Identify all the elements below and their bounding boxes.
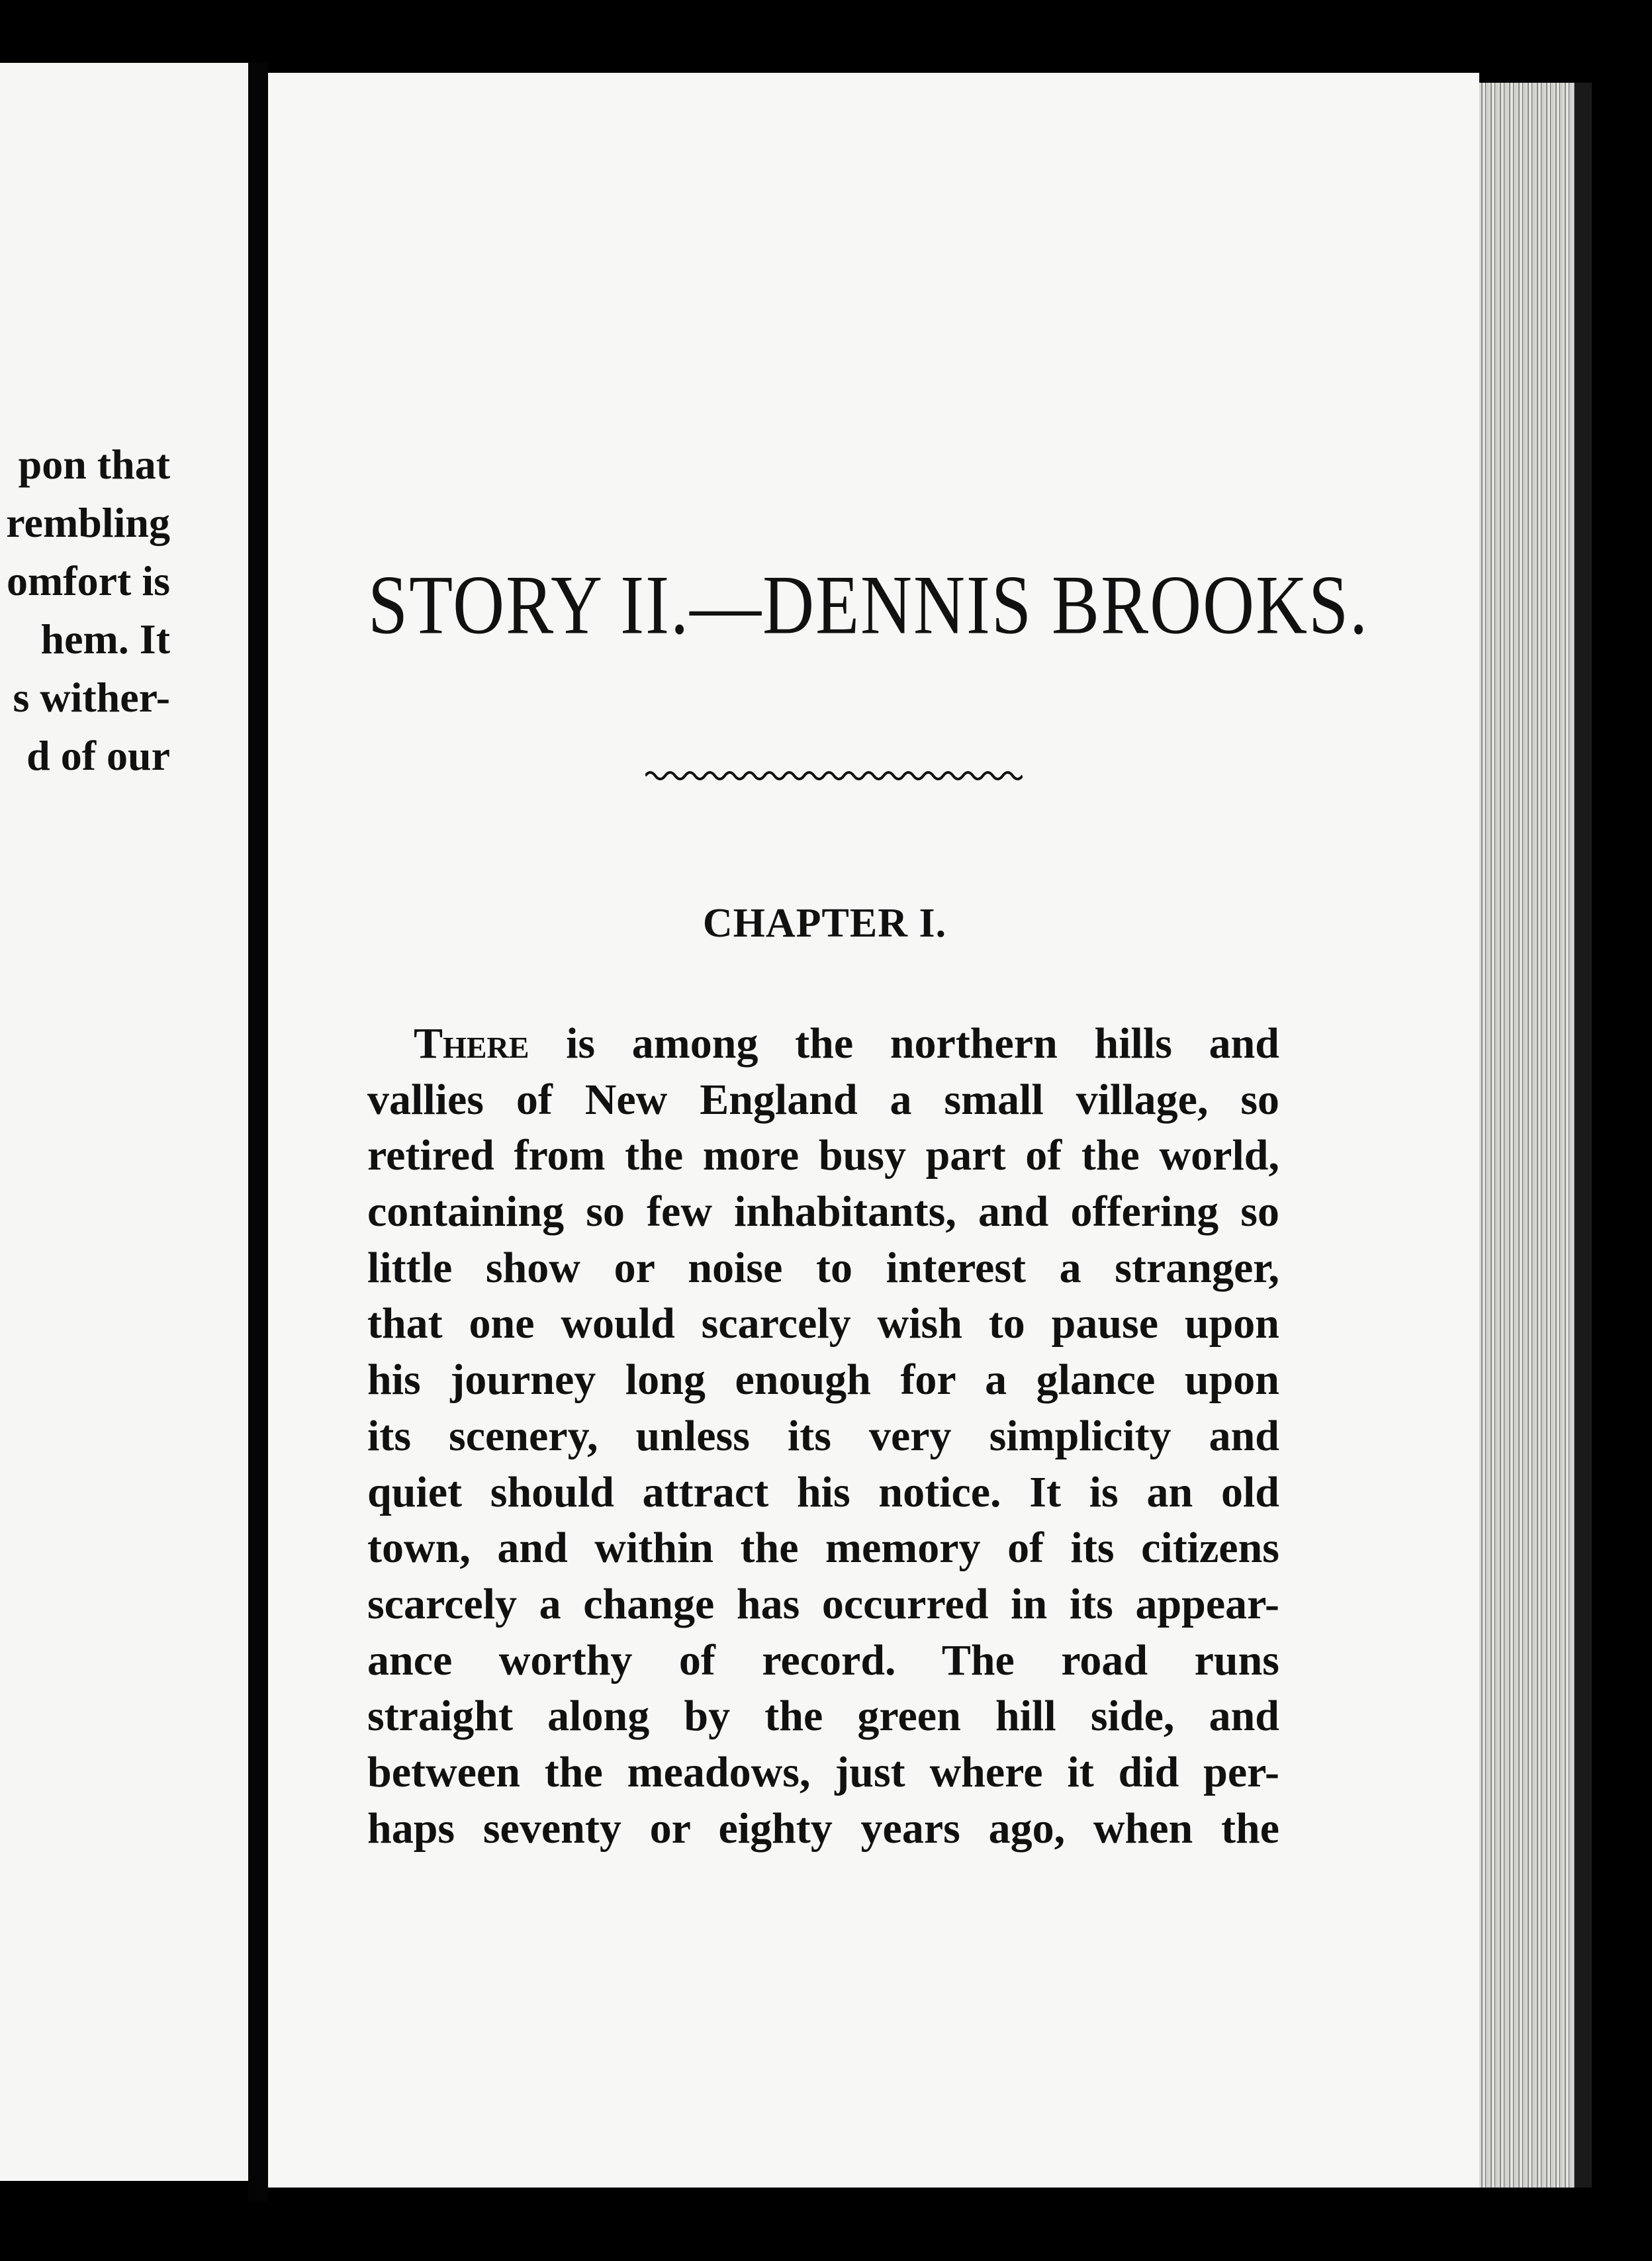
left-line: s wither- [13,674,170,721]
drop-word: There [414,1019,529,1068]
body-line: scarcely a change has occurred in its appear- [367,1579,1279,1628]
body-line: little show or noise to interest a stranger, [367,1243,1279,1292]
body-line: its scenery, unless its very simplicity and [367,1411,1279,1460]
left-page [0,63,248,2181]
chapter-heading: CHAPTER I. [702,901,947,946]
body-line: his journey long enough for a glance upon [367,1356,1279,1405]
left-line: rembling [6,499,170,546]
body-line: town, and within the memory of its citizens [367,1524,1279,1573]
body-line: vallies of New England a small village, so [367,1075,1279,1124]
left-line: hem. It [40,616,170,663]
left-line: d of our [26,732,170,779]
body-text [367,1016,1279,1857]
story-title: STORY II.—DENNIS BROOKS. [368,559,1369,652]
left-line: omfort is [6,557,170,604]
body-line: containing so few inhabitants, and offering so [367,1187,1279,1236]
body-line: retired from the more busy part of the world, [367,1131,1279,1180]
body-line: quiet should attract his notice. It is an old [367,1467,1279,1516]
body-line: between the meadows, just where it did per- [367,1747,1279,1796]
page-edge [1479,83,1592,2188]
wavy-rule-ornament [645,768,1023,784]
body-line [367,1016,1279,1072]
body-line: ance worthy of record. The road runs [367,1636,1279,1684]
first-line-text: is among the northern hills and [529,1019,1279,1068]
left-page-text [6,436,170,785]
book-spine [248,63,268,2201]
body-line: straight along by the green hill side, and [367,1692,1279,1741]
body-line: haps seventy or eighty years ago, when the [367,1804,1279,1853]
body-line: that one would scarcely wish to pause upon [367,1299,1279,1348]
left-line: pon that [18,441,170,488]
